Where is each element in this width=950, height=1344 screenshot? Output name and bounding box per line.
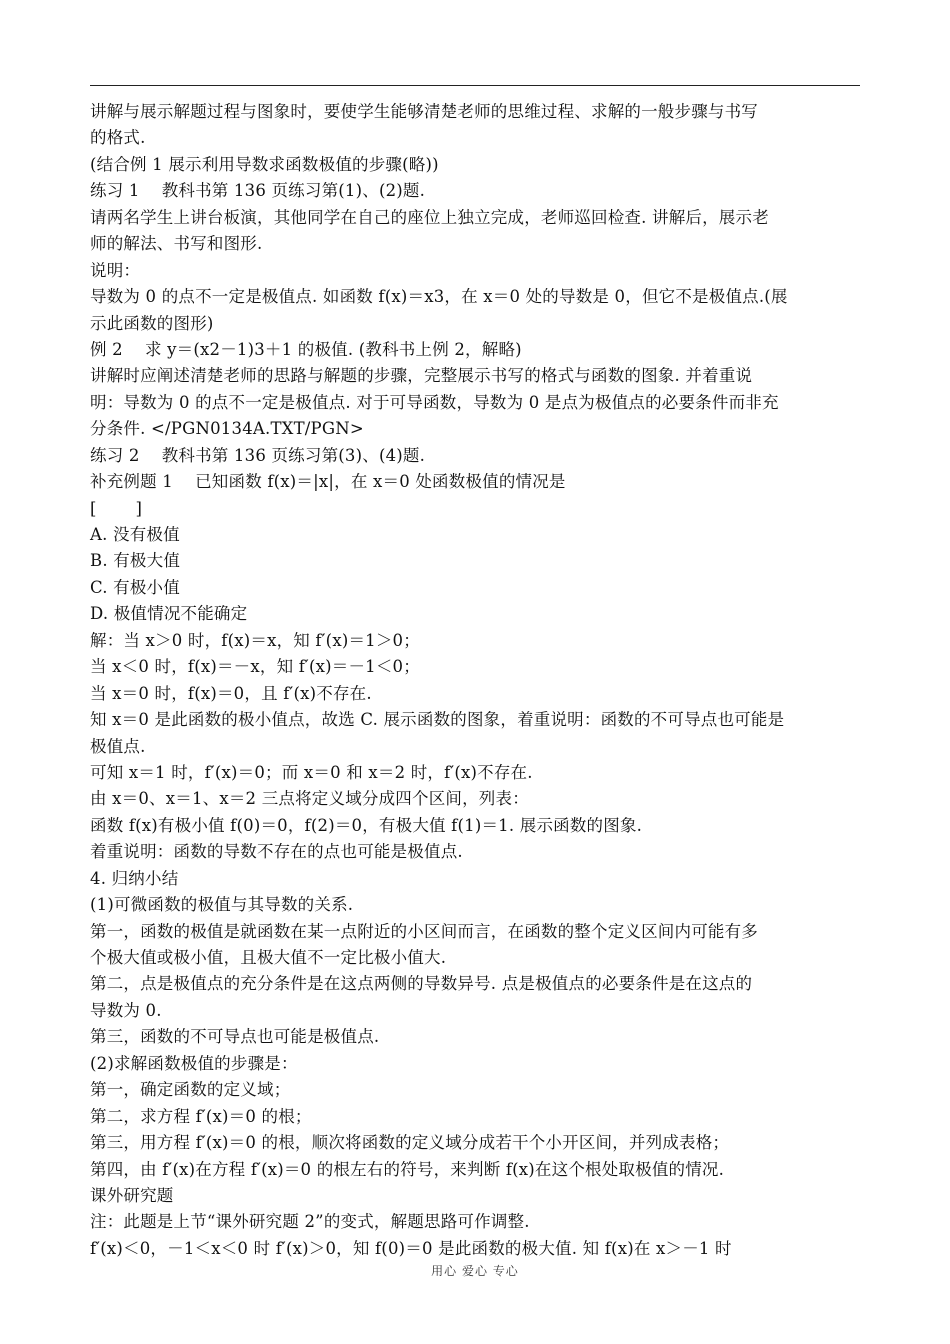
section-heading: 4. 归纳小结 [90, 868, 179, 888]
text-line: 讲解时应阐述清楚老师的思路与解题的步骤，完整展示书写的格式与函数的图象. 并着重说 [90, 366, 753, 386]
text-line: 极值点. [90, 736, 146, 756]
option-b: B. 有极大值 [90, 551, 181, 571]
section-heading: 课外研究题 [90, 1185, 174, 1205]
text-line: 例 2 求 y＝(x2－1)3＋1 的极值. (教科书上例 2，解略) [90, 339, 522, 359]
header-rule [90, 85, 860, 86]
text-line: 说明： [90, 260, 141, 280]
text-line: 导数为 0 的点不一定是极值点. 如函数 f(x)＝x3，在 x＝0 处的导数是 0，但它不是极值点.(展 [90, 287, 788, 307]
text-line: 知 x＝0 是此函数的极小值点，故选 C. 展示函数的图象，着重说明：函数的不可导点也可能是 [90, 710, 785, 730]
text-line: 注：此题是上节“课外研究题 2”的变式，解题思路可作调整. [90, 1212, 530, 1232]
text-line: 讲解与展示解题过程与图象时，要使学生能够清楚老师的思维过程、求解的一般步骤与书写 [90, 102, 758, 121]
text-line: (2)求解函数极值的步骤是： [90, 1053, 298, 1073]
text-line: 着重说明：函数的导数不存在的点也可能是极值点. [90, 842, 463, 862]
document-body [90, 99, 865, 1262]
text-line: 函数 f(x)有极小值 f(0)＝0，f(2)＝0，有极大值 f(1)＝1. 展示函数的图象. [90, 815, 643, 835]
text-line: 个极大值或极小值，且极大值不一定比极小值大. [90, 948, 447, 967]
text-line: 第一，确定函数的定义域； [90, 1080, 291, 1100]
option-c: C. 有极小值 [90, 577, 180, 597]
text-line: 练习 2 教科书第 136 页练习第(3)、(4)题. [90, 445, 426, 465]
text-line: 请两名学生上讲台板演，其他同学在自己的座位上独立完成，老师巡回检查. 讲解后，展示老 [90, 207, 769, 227]
text-line: 当 x＝0 时，f(x)＝0，且 f′(x)不存在. [90, 683, 372, 703]
text-line: 明：导数为 0 的点不一定是极值点. 对于可导函数，导数为 0 是点为极值点的必要条件而非充 [90, 392, 779, 412]
text-line: 第三，函数的不可导点也可能是极值点. [90, 1027, 380, 1047]
text-line: 补充例题 1 已知函数 f(x)＝|x|，在 x＝0 处函数极值的情况是 [90, 472, 566, 492]
text-line: 第三，用方程 f′(x)＝0 的根，顺次将函数的定义域分成若干个小开区间，并列成表格； [90, 1133, 730, 1153]
answer-bracket: [ ] [90, 498, 143, 518]
page-footer: 用心 爱心 专心 [431, 1264, 519, 1278]
text-line: 第二，求方程 f′(x)＝0 的根； [90, 1106, 312, 1126]
text-line: 第四，由 f′(x)在方程 f′(x)＝0 的根左右的符号，来判断 f(x)在这个根处取极值的情况. [90, 1159, 725, 1179]
text-line: 第二，点是极值点的充分条件是在这点两侧的导数异号. 点是极值点的必要条件是在这点的 [90, 974, 753, 994]
text-line: 示此函数的图形) [90, 313, 214, 333]
text-line: (结合例 1 展示利用导数求函数极值的步骤(略)) [90, 154, 439, 174]
option-d: D. 极值情况不能确定 [90, 604, 248, 624]
text-line: 师的解法、书写和图形. [90, 234, 263, 254]
text-line: 由 x＝0、x＝1、x＝2 三点将定义域分成四个区间，列表： [90, 789, 529, 809]
text-line: 分条件. </PGN0134A.TXT/PGN> [90, 419, 364, 439]
text-line: 当 x＜0 时，f(x)＝－x，知 f′(x)＝－1＜0； [90, 657, 420, 677]
text-line: 导数为 0. [90, 1000, 162, 1020]
text-line: 的格式. [90, 128, 146, 148]
text-line: f′(x)＜0，－1＜x＜0 时 f′(x)＞0，知 f(0)＝0 是此函数的极大值. 知 f(x)在 x＞－1 时 [90, 1238, 732, 1258]
text-line: (1)可微函数的极值与其导数的关系. [90, 895, 354, 915]
text-line: 第一，函数的极值是就函数在某一点附近的小区间而言，在函数的整个定义区间内可能有多 [90, 921, 758, 941]
text-line: 解：当 x＞0 时，f(x)＝x，知 f′(x)＝1＞0； [90, 630, 420, 650]
text-line: 练习 1 教科书第 136 页练习第(1)、(2)题. [90, 181, 426, 201]
option-a: A. 没有极值 [90, 525, 180, 544]
text-line: 可知 x＝1 时，f′(x)＝0；而 x＝0 和 x＝2 时，f′(x)不存在. [90, 762, 533, 782]
